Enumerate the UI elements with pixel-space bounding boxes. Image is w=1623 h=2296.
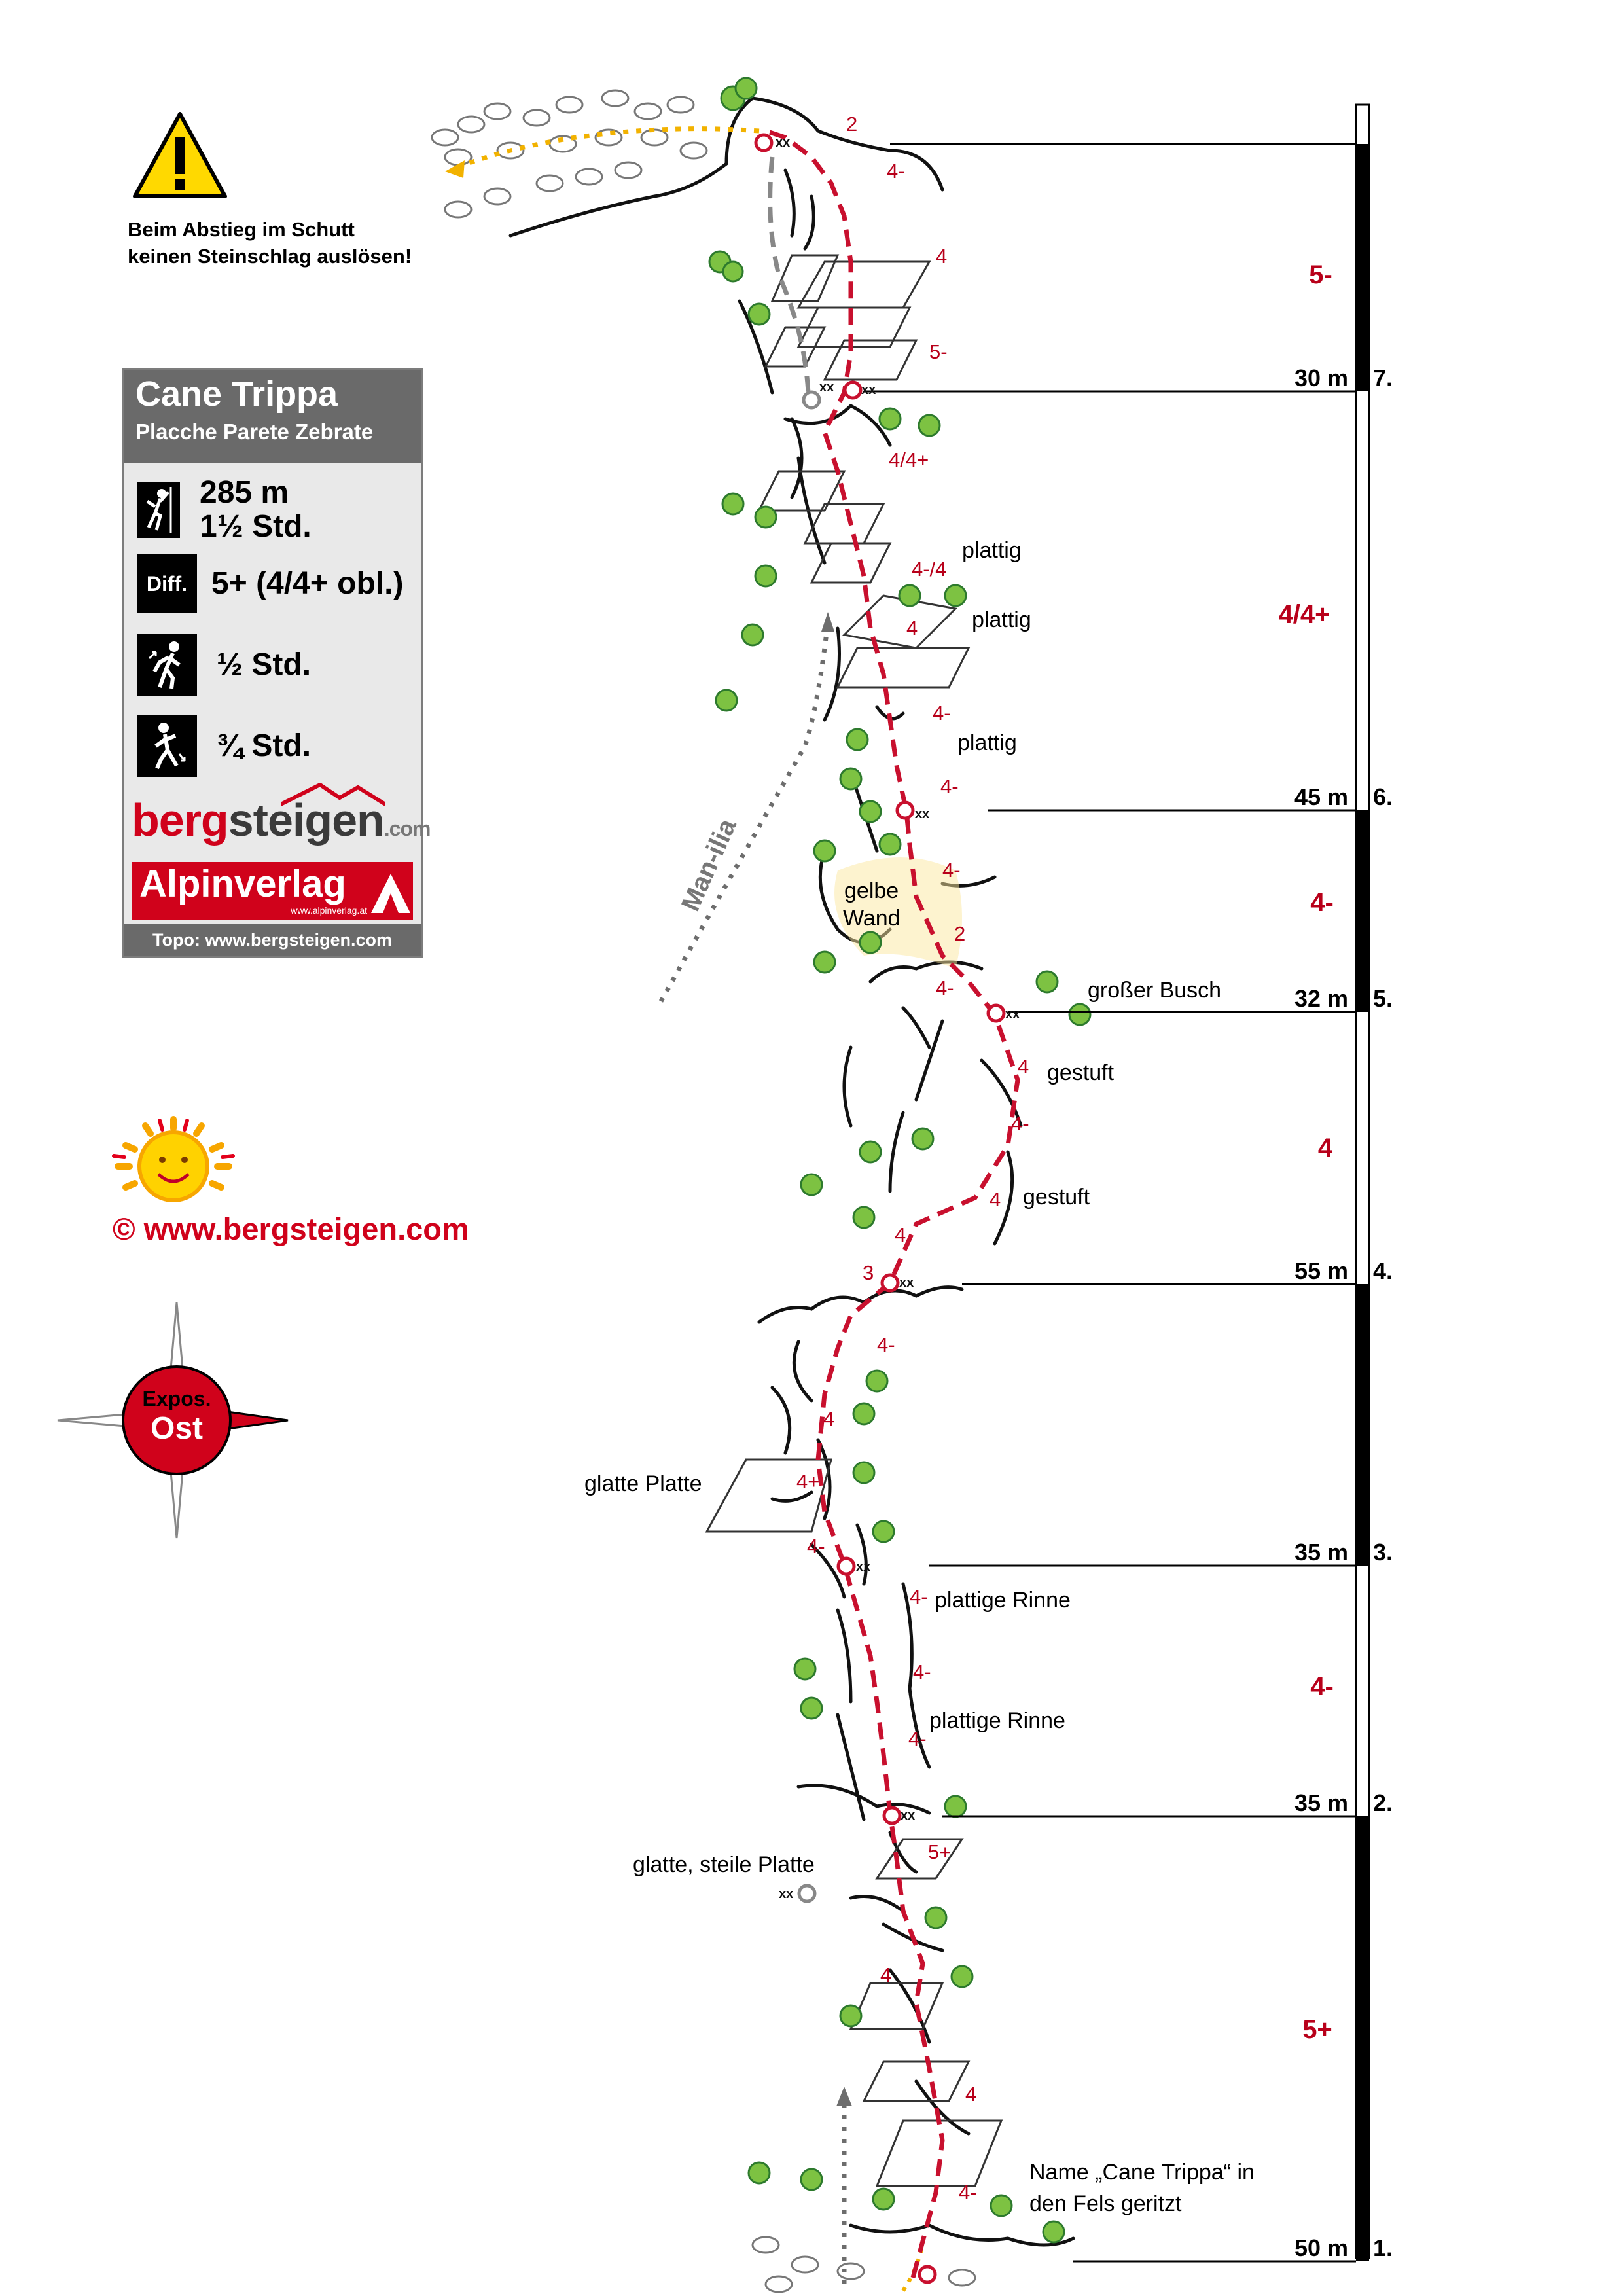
note-plattig-2: plattig	[972, 607, 1031, 632]
route-grade: 4	[895, 1223, 906, 1246]
route-grade: 4+	[796, 1470, 820, 1493]
pitch-number: 7.	[1373, 365, 1393, 391]
logo-part-2: steigen	[228, 795, 384, 846]
svg-text:xx: xx	[901, 1808, 916, 1823]
pitch-number: 2.	[1373, 1789, 1393, 1816]
warning-line-2: keinen Steinschlag auslösen!	[128, 245, 412, 268]
exposure-direction: Ost	[150, 1411, 204, 1446]
note-yellow-wall-1: gelbe	[844, 878, 899, 903]
crag-name: Placche Parete Zebrate	[135, 420, 374, 444]
svg-text:xx: xx	[861, 383, 876, 397]
svg-text:xx: xx	[856, 1560, 871, 1574]
route-grade: 4/4+	[889, 448, 929, 471]
difficulty-badge: Diff.	[137, 554, 197, 613]
copyright-notice: © www.bergsteigen.com	[113, 1211, 469, 1246]
pitch-number: 3.	[1373, 1539, 1393, 1566]
route-grade: 2	[846, 113, 858, 135]
svg-text:xx: xx	[899, 1276, 914, 1290]
route-grade: 4-	[908, 1727, 927, 1750]
abseil-line	[770, 157, 808, 393]
pitch-length: 35 m	[1294, 1789, 1348, 1816]
route-grade: 4-	[877, 1333, 895, 1356]
route-grade: 4	[880, 1964, 892, 1986]
svg-text:xx: xx	[1005, 1007, 1020, 1022]
note-stepped-1: gestuft	[1047, 1060, 1115, 1085]
svg-text:xx: xx	[915, 807, 930, 821]
note-name-carved-1: Name „Cane Trippa“ in	[1029, 2160, 1255, 2185]
start-approach-arrow	[836, 2087, 852, 2106]
note-yellow-wall-2: Wand	[843, 906, 901, 931]
approach-time: ½ Std.	[217, 647, 312, 682]
svg-text:xx: xx	[779, 1887, 794, 1901]
descent-time: ¾ Std.	[217, 728, 312, 763]
route-grade: 5-	[929, 340, 948, 363]
belay-stations	[756, 135, 1004, 2282]
pitch-grade: 4-	[1310, 888, 1334, 917]
pitch-length: 35 m	[1294, 1539, 1348, 1566]
route-grade: 2	[954, 922, 966, 945]
note-slabby-gully-2: plattige Rinne	[929, 1708, 1065, 1733]
exposure-label: Expos.	[142, 1387, 211, 1410]
route-grade: 4-/4	[912, 558, 947, 581]
pitch-number: 4.	[1373, 1257, 1393, 1284]
pitch-number: 6.	[1373, 783, 1393, 810]
route-length: 285 m	[200, 475, 289, 510]
route-grade: 4-	[936, 977, 954, 999]
route-time: 1½ Std.	[200, 509, 312, 544]
publisher-url: www.alpinverlag.at	[291, 905, 367, 916]
note-stepped-2: gestuft	[1023, 1185, 1090, 1210]
rock-outlines	[510, 98, 1073, 2245]
route-grade: 4-	[910, 1585, 928, 1608]
pitch-length: 45 m	[1294, 783, 1348, 810]
route-difficulty: 5+ (4/4+ obl.)	[211, 566, 404, 601]
note-plattig-1: plattig	[962, 538, 1022, 563]
pitch-grade: 5-	[1309, 260, 1332, 289]
route-grade-labels	[796, 113, 1029, 2204]
neighbour-route-label: Man-ilia	[676, 814, 742, 916]
pitch-belay-lines	[864, 144, 1356, 2261]
note-big-bush: großer Busch	[1088, 978, 1222, 1003]
note-slabby-gully-1: plattige Rinne	[935, 1588, 1071, 1613]
route-grade: 4	[965, 2083, 977, 2106]
note-steep-slab: glatte, steile Platte	[633, 1852, 815, 1877]
route-grade: 4-	[887, 160, 905, 183]
publisher-name: Alpinverlag	[139, 863, 346, 905]
route-grade: 4	[990, 1188, 1001, 1211]
route-grade: 4-	[940, 775, 959, 798]
bushes	[709, 78, 1090, 2242]
route-grade: 4-	[933, 702, 951, 725]
route-grade: 3	[863, 1261, 874, 1284]
neighbour-route-arrow	[821, 612, 834, 632]
pitch-grade: 4	[1317, 1134, 1333, 1162]
pitch-grade: 4-	[1310, 1672, 1334, 1701]
route-grade: 4	[906, 617, 918, 639]
pitch-length: 55 m	[1294, 1257, 1348, 1284]
route-grade: 4	[936, 245, 948, 268]
route-grade: 4-	[1011, 1112, 1029, 1135]
neighbour-route-line	[661, 622, 828, 1001]
card-footer: Topo: www.bergsteigen.com	[124, 924, 421, 956]
route-grade: 4-	[959, 2181, 977, 2204]
descent-path	[458, 129, 759, 167]
svg-text:xx: xx	[819, 380, 834, 395]
route-grade: 4-	[913, 1660, 931, 1683]
route-grade: 4-	[807, 1535, 825, 1558]
note-plattig-3: plattig	[957, 730, 1017, 755]
pitch-length: 50 m	[1294, 2234, 1348, 2261]
pitch-labels	[1279, 260, 1393, 2261]
route-annotations	[584, 538, 1255, 2216]
logo-part-1: berg	[132, 795, 228, 846]
pitch-grade: 4/4+	[1278, 600, 1330, 629]
route-grade: 4-	[942, 859, 961, 882]
route-grade: 5+	[928, 1840, 952, 1863]
pitch-number: 1.	[1373, 2234, 1393, 2261]
note-name-carved-2: den Fels geritzt	[1029, 2191, 1182, 2216]
pitch-number: 5.	[1373, 985, 1393, 1012]
warning-line-1: Beim Abstieg im Schutt	[128, 218, 355, 241]
route-name: Cane Trippa	[135, 374, 338, 414]
pitch-length: 30 m	[1294, 365, 1348, 391]
route-grade: 4	[823, 1407, 835, 1430]
route-grade: 4	[1018, 1055, 1029, 1078]
svg-text:xx: xx	[776, 135, 791, 150]
pitch-grade: 5+	[1302, 2015, 1332, 2044]
pitch-length: 32 m	[1294, 985, 1348, 1012]
logo-suffix: .com	[383, 817, 431, 840]
note-smooth-slab: glatte Platte	[584, 1471, 702, 1496]
